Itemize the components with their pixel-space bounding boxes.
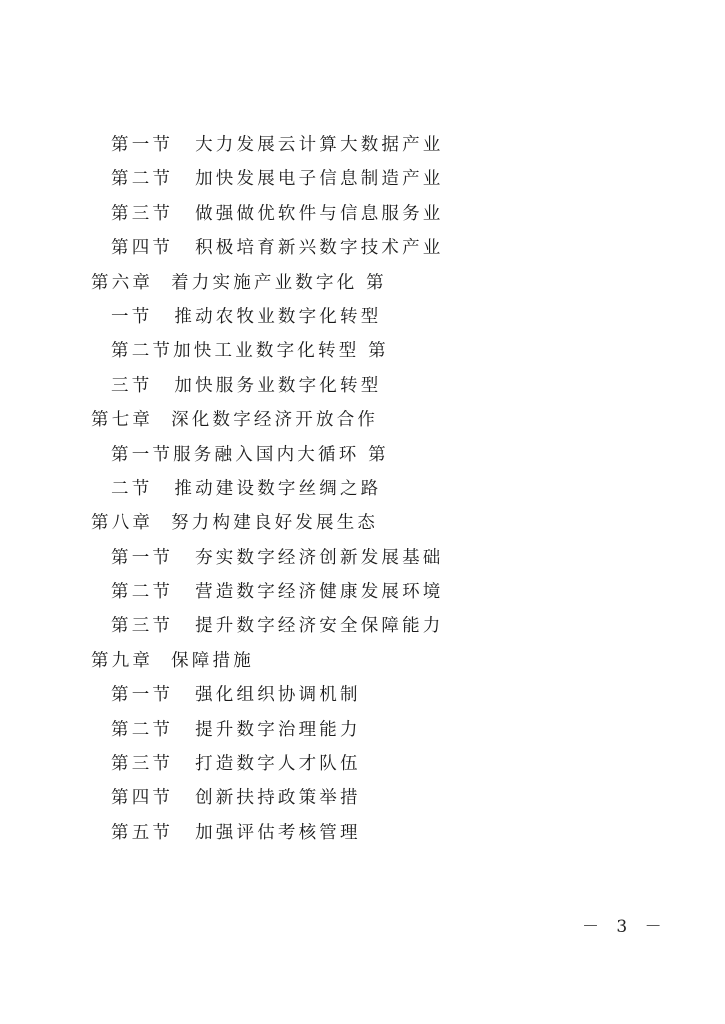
toc-chapter-line <box>0 403 725 437</box>
toc-title: 营造数字经济健康发展环境 <box>195 582 444 603</box>
toc-title: 加快服务业数字化转型 <box>174 375 382 396</box>
toc-title: 做强做优软件与信息服务业 <box>195 203 444 224</box>
chapter-title: 着力实施产业数字化 第 <box>171 272 387 293</box>
toc-number: 第三节 <box>111 203 174 224</box>
toc-number: 第三节 <box>111 754 174 775</box>
toc-number: 第四节 <box>111 238 174 259</box>
toc-line <box>0 128 725 162</box>
toc-line <box>0 678 725 712</box>
toc-title: 推动农牧业数字化转型 <box>174 306 382 327</box>
chapter-number: 第八章 <box>91 513 154 534</box>
chapter-number: 第七章 <box>91 410 154 431</box>
toc-line <box>0 747 725 781</box>
toc-chapter-line <box>0 266 725 300</box>
table-of-contents <box>0 128 725 850</box>
toc-title: 加强评估考核管理 <box>195 822 361 843</box>
toc-title: 加快工业数字化转型 第 <box>173 341 389 362</box>
toc-number: 一节 <box>111 306 153 327</box>
toc-title: 打造数字人才队伍 <box>195 754 361 775</box>
toc-number: 第二节 <box>111 719 174 740</box>
chapter-title: 深化数字经济开放合作 <box>171 410 379 431</box>
toc-line <box>0 162 725 196</box>
toc-line <box>0 541 725 575</box>
toc-line <box>0 575 725 609</box>
toc-line <box>0 609 725 643</box>
toc-title: 加快发展电子信息制造产业 <box>195 169 444 190</box>
chapter-title: 保障措施 <box>171 650 254 671</box>
toc-line <box>0 369 725 403</box>
toc-number: 第三节 <box>111 616 174 637</box>
toc-number: 第二节 <box>111 169 174 190</box>
toc-line <box>0 472 725 506</box>
toc-title: 推动建设数字丝绸之路 <box>174 478 382 499</box>
toc-line <box>0 816 725 850</box>
toc-number: 三节 <box>111 375 153 396</box>
page-number: － 3 － <box>582 917 668 937</box>
toc-line <box>0 713 725 747</box>
toc-line <box>0 334 725 368</box>
toc-number: 第一节 <box>111 444 174 465</box>
toc-title: 积极培育新兴数字技术产业 <box>195 238 444 259</box>
toc-title: 创新扶持政策举措 <box>195 788 361 809</box>
toc-number: 第四节 <box>111 788 174 809</box>
chapter-number: 第六章 <box>91 272 154 293</box>
toc-line <box>0 300 725 334</box>
toc-number: 二节 <box>111 478 153 499</box>
toc-number: 第五节 <box>111 822 174 843</box>
toc-chapter-line <box>0 506 725 540</box>
toc-line <box>0 781 725 815</box>
toc-title: 夯实数字经济创新发展基础 <box>195 547 444 568</box>
toc-line <box>0 197 725 231</box>
chapter-number: 第九章 <box>91 650 154 671</box>
toc-title: 提升数字经济安全保障能力 <box>195 616 444 637</box>
toc-number: 第一节 <box>111 135 174 155</box>
toc-chapter-line <box>0 644 725 678</box>
toc-title: 提升数字治理能力 <box>195 719 361 740</box>
toc-line <box>0 231 725 265</box>
toc-title: 服务融入国内大循环 第 <box>173 444 389 465</box>
toc-line <box>0 438 725 472</box>
toc-number: 第二节 <box>111 582 174 603</box>
chapter-title: 努力构建良好发展生态 <box>171 513 379 534</box>
toc-title: 强化组织协调机制 <box>195 685 361 706</box>
toc-title: 大力发展云计算大数据产业 <box>195 135 444 155</box>
toc-number: 第一节 <box>111 685 174 706</box>
toc-number: 第一节 <box>111 547 174 568</box>
toc-number: 第二节 <box>111 341 174 362</box>
